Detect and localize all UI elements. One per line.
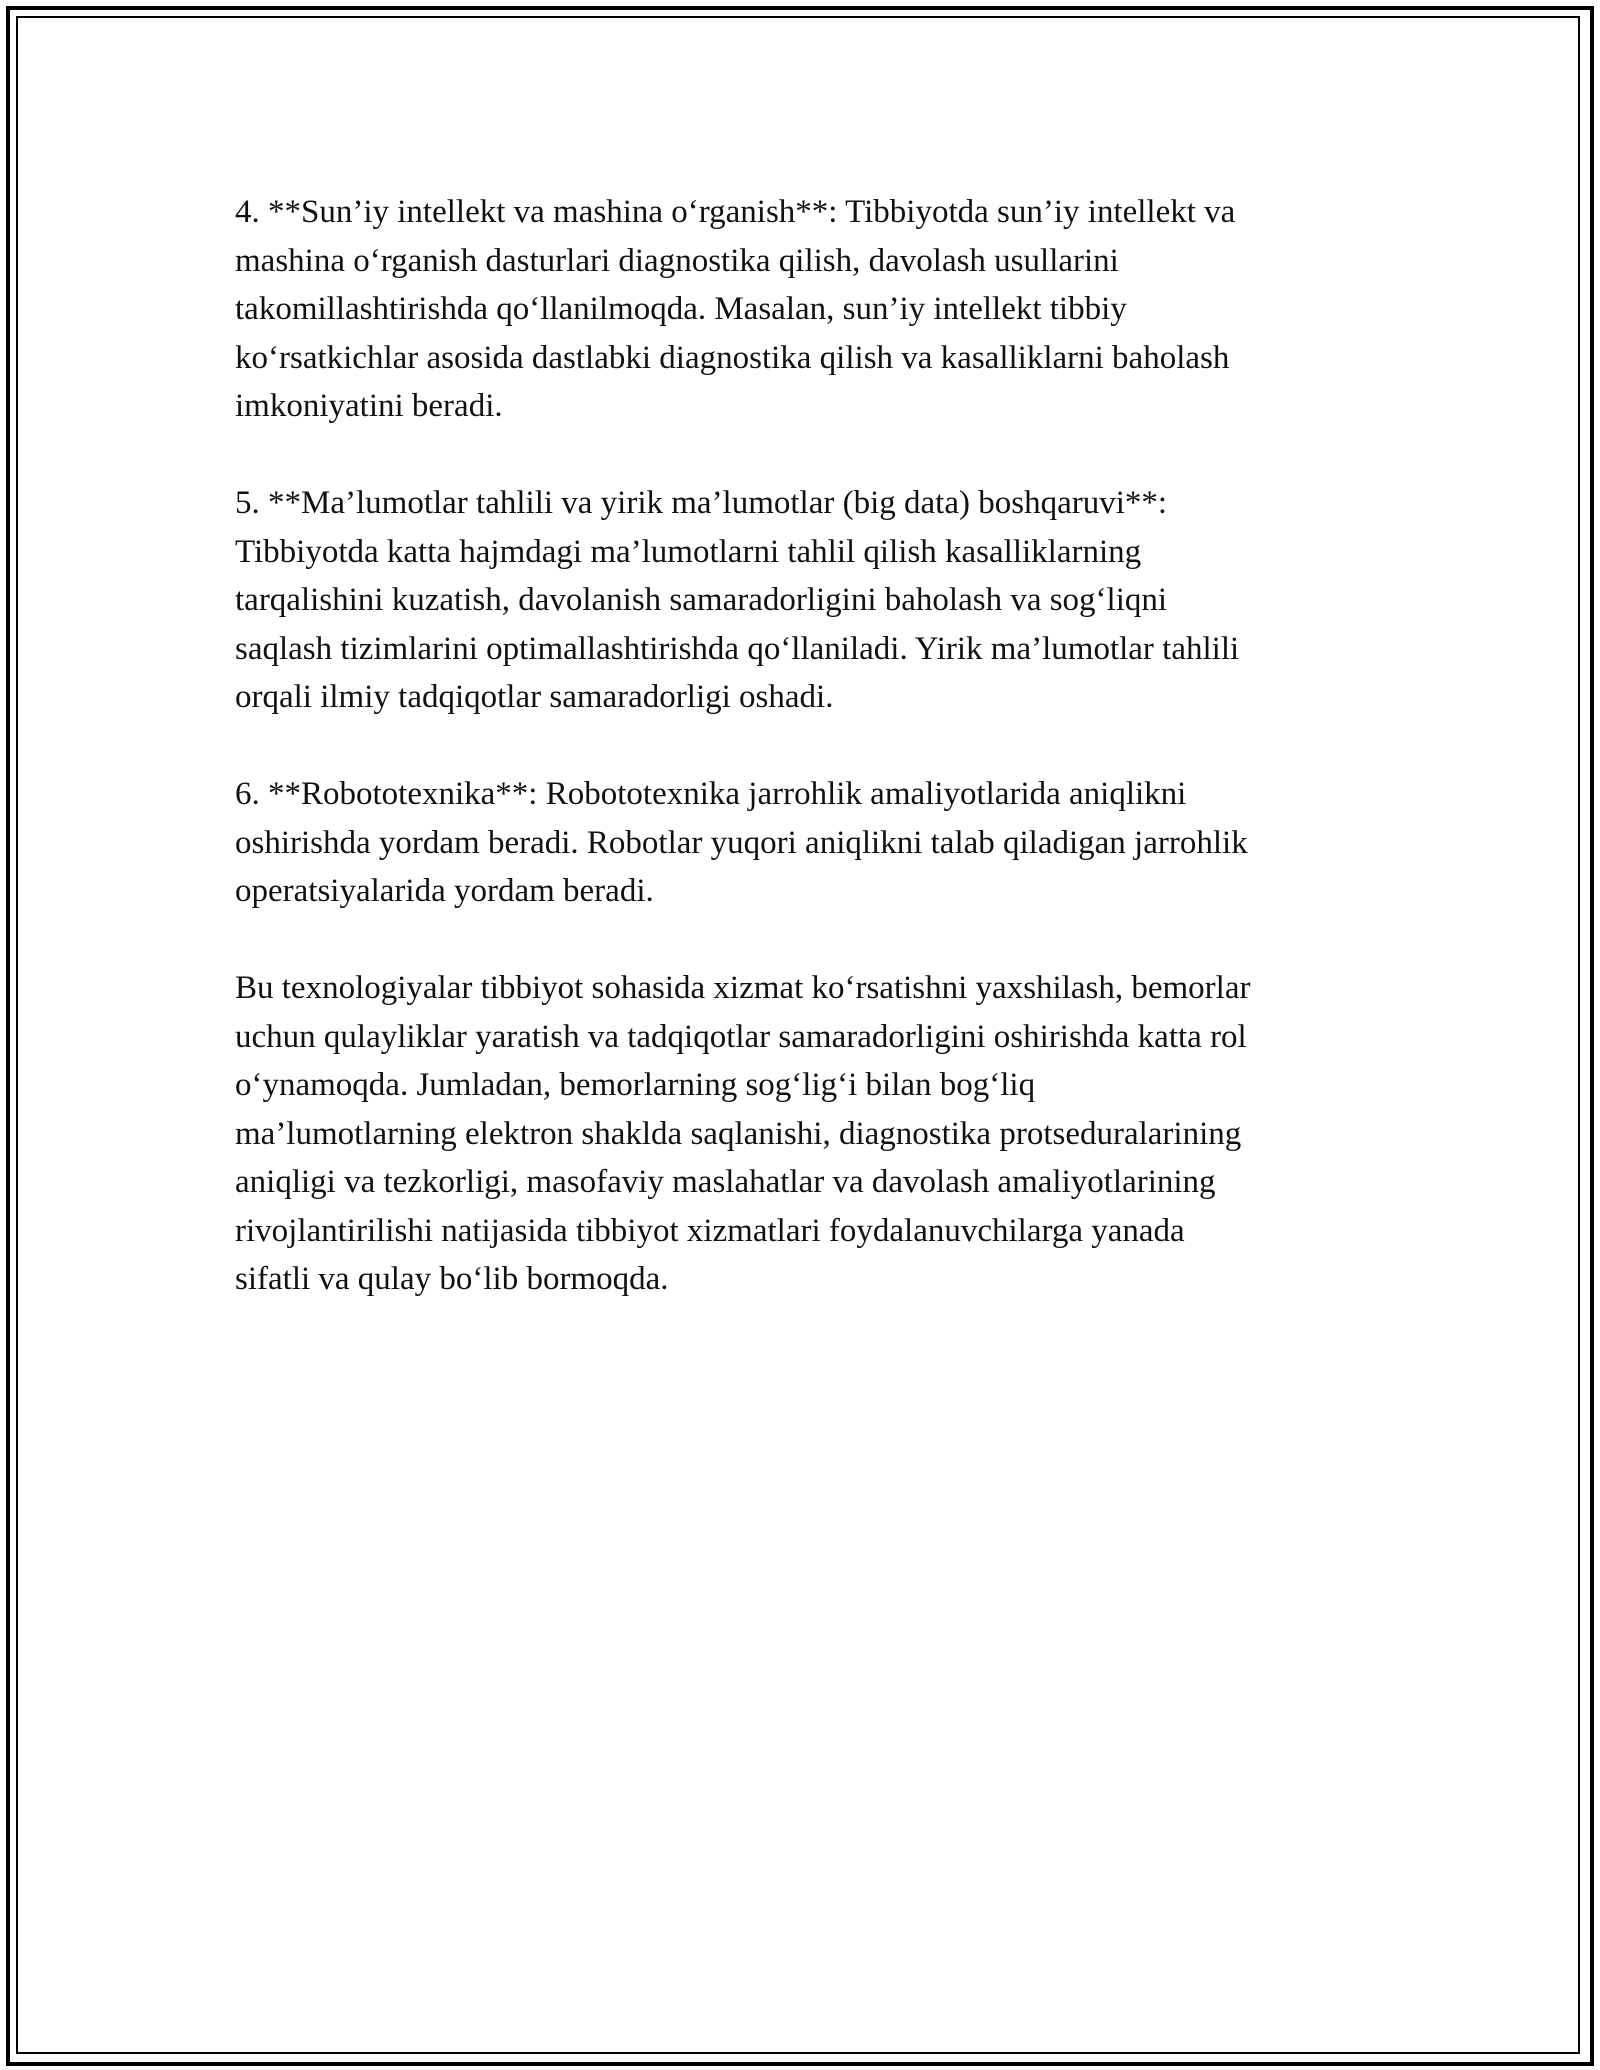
document-body: [235, 188, 1395, 1304]
paragraph-ai-machine-learning: 4. **Sun’iy intellekt va mashina o‘rganish**: Tibbiyotda sun’iy intellekt va mashina o‘rganish dasturlari diagnostika qilish, davolash usullarini takomillashtirishda qo‘llanilmoqda. Masalan, sun’iy intellekt tibbiy ko‘rsatkichlar asosida dastlabki diagnostika qilish va kasalliklarni baholash imkoniyatini beradi.: [235, 194, 1236, 424]
paragraph-robotics: 6. **Robototexnika**: Robototexnika jarrohlik amaliyotlarida aniqlikni oshirishda yordam beradi. Robotlar yuqori aniqlikni talab qiladigan jarrohlik operatsiyalarida yordam beradi.: [235, 776, 1248, 909]
paragraph-conclusion: Bu texnologiyalar tibbiyot sohasida xizmat ko‘rsatishni yaxshilash, bemorlar uchun qulayliklar yaratish va tadqiqotlar samaradorligini oshirishda katta rol o‘ynamoqda. Jumladan, bemorlarning sog‘lig‘i bilan bog‘liq ma’lumotlarning elektron shaklda saqlanishi, diagnostika protseduralarining aniqligi va tezkorligi, masofaviy maslahatlar va davolash amaliyotlarining rivojlantirilishi natijasida tibbiyot xizmatlari foydalanuvchilarga yanada sifatli va qulay bo‘lib bormoqda.: [235, 970, 1251, 1297]
paragraph-big-data: 5. **Ma’lumotlar tahlili va yirik ma’lumotlar (big data) boshqaruvi**: Tibbiyotda katta hajmdagi ma’lumotlarni tahlil qilish kasalliklarning tarqalishini kuzatish, davolanish samaradorligini baholash va sog‘liqni saqlash tizimlarini optimallashtirishda qo‘llaniladi. Yirik ma’lumotlar tahlili orqali ilmiy tadqiqotlar samaradorligi oshadi.: [235, 485, 1240, 715]
